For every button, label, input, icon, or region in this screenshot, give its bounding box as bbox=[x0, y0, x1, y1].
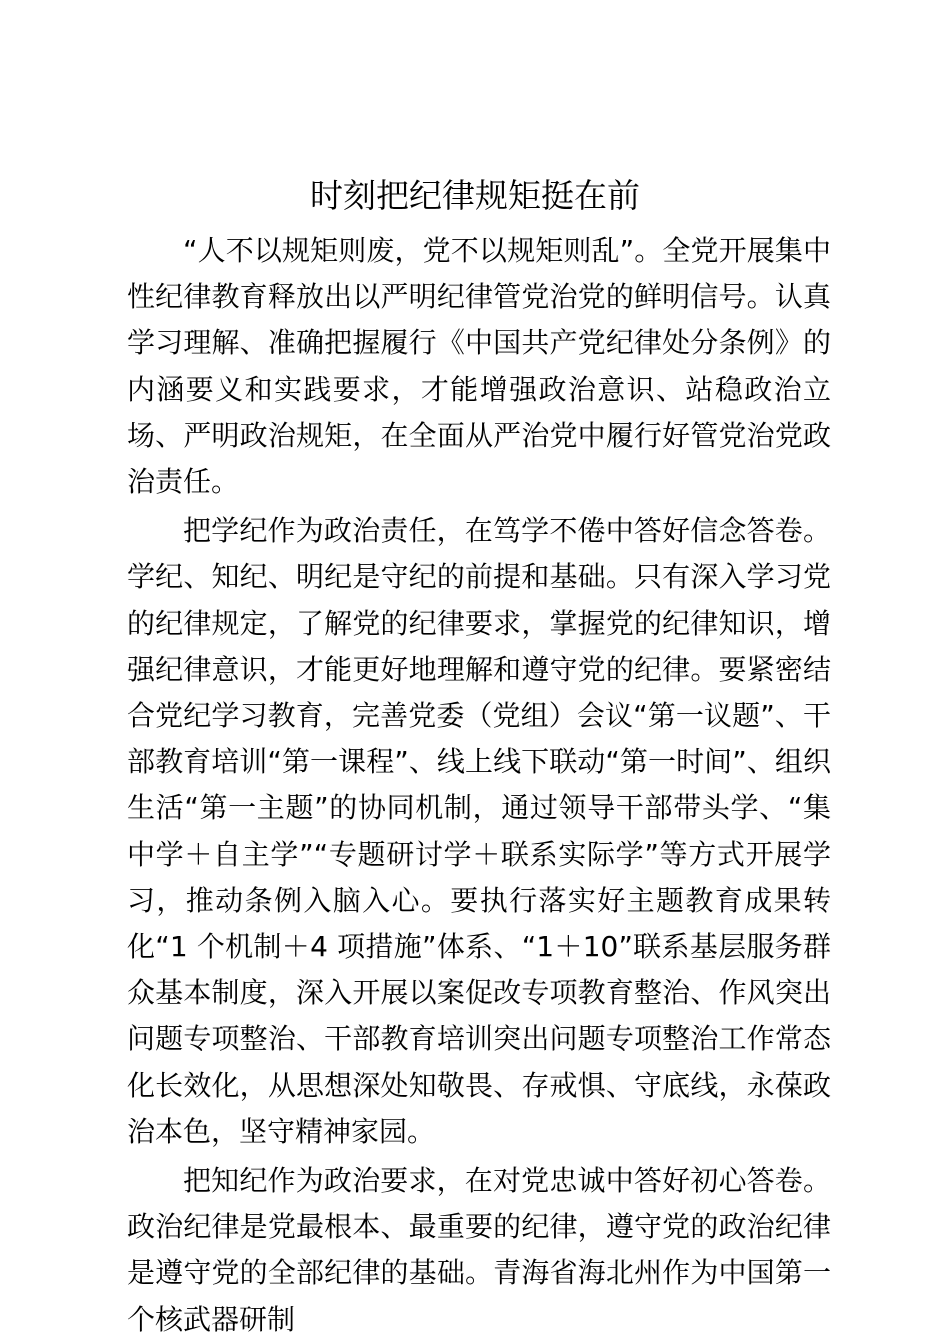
document-title: 时刻把纪律规矩挺在前 bbox=[310, 176, 640, 215]
paragraph-2: 把学纪作为政治责任，在笃学不倦中答好信念答卷。学纪、知纪、明纪是守纪的前提和基础。只有深入学习党的纪律规定，了解党的纪律要求，掌握党的纪律知识，增强纪律意识，才能更好地理解和遵守党的纪律。要紧密结合党纪学习教育，完善党委（党组）会议“第一议题”、干部教育培训“第一课程”、线上线下联动“第一时间”、组织生活“第一主题”的协同机制，通过领导干部带头学、“集中学＋自主学”“专题研讨学＋联系实际学”等方式开展学习，推动条例入脑入心。要执行落实好主题教育成果转化“1 个机制＋4 项措施”体系、“1＋10”联系基层服务群众基本制度，深入开展以案促改专项教育整治、作风突出问题专项整治、干部教育培训突出问题专项整治工作常态化长效化，从思想深处知敬畏、存戒惧、守底线，永葆政治本色，坚守精神家园。 bbox=[127, 514, 831, 1148]
document-body bbox=[127, 228, 831, 1343]
paragraph-3: 把知纪作为政治要求，在对党忠诚中答好初心答卷。政治纪律是党最根本、最重要的纪律，遵守党的政治纪律是遵守党的全部纪律的基础。青海省海北州作为中国第一个核武器研制 bbox=[127, 1164, 831, 1336]
paragraph-1: “人不以规矩则废，党不以规矩则乱”。全党开展集中性纪律教育释放出以严明纪律管党治党的鲜明信号。认真学习理解、准确把握履行《中国共产党纪律处分条例》的内涵要义和实践要求，才能增强政治意识、站稳政治立场、严明政治规矩，在全面从严治党中履行好管党治党政治责任。 bbox=[127, 234, 831, 499]
